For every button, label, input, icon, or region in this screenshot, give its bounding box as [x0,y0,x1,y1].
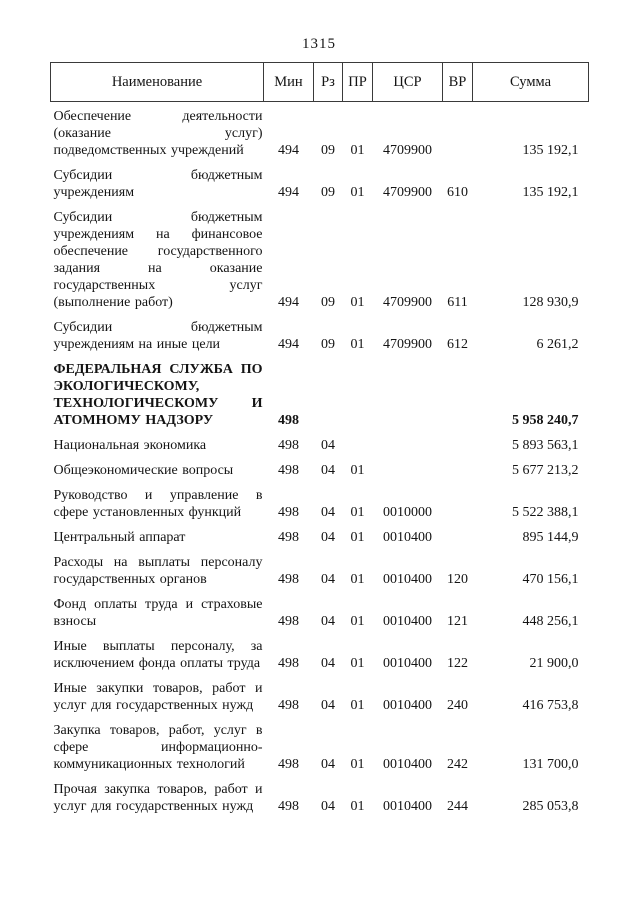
row-name-cell: Иные выплаты персоналу, за исключением фонда оплаты труда [53,639,263,671]
row-csr-cell: 0010400 [383,799,432,814]
row-rz-cell [314,355,343,431]
row-pr-cell: 01 [350,185,365,200]
row-csr-cell: 4709900 [383,295,432,310]
row-name-cell: Субсидии бюджетным учреждениям [53,168,263,200]
table-row [51,313,589,355]
row-rz-cell: 09 [321,337,335,352]
row-min-cell: 498 [278,413,299,428]
row-pr-cell: 01 [350,505,365,520]
row-csr-cell: 0010400 [383,698,432,713]
row-pr-cell: 01 [350,757,365,772]
row-csr-cell: 0010400 [383,656,432,671]
row-sum-cell: 448 256,1 [522,614,579,629]
row-min-cell: 494 [278,337,299,352]
row-name-cell: Прочая закупка товаров, работ и услуг для государственных нужд [53,782,263,814]
row-csr-cell: 4709900 [383,185,432,200]
row-rz-cell: 09 [321,185,335,200]
row-vr-cell: 612 [447,337,468,352]
row-vr-cell: 240 [447,698,468,713]
row-csr-cell [373,431,443,456]
row-name-cell: Обеспечение деятельности (оказание услуг) подведомственных учреждений [53,109,263,158]
row-csr-cell: 0010400 [383,572,432,587]
row-name-cell: Расходы на выплаты персоналу государственных органов [53,555,263,587]
column-header-name: Наименование [51,63,264,102]
table-row [51,161,589,203]
row-sum-cell: 6 261,2 [536,337,579,352]
row-pr-cell: 01 [350,337,365,352]
row-sum-cell: 135 192,1 [522,143,579,158]
row-sum-cell: 470 156,1 [522,572,579,587]
table-row [51,632,589,674]
row-sum-cell: 5 958 240,7 [512,413,579,428]
row-vr-cell [443,523,473,548]
row-rz-cell: 04 [321,698,335,713]
row-vr-cell [443,431,473,456]
row-vr-cell [443,102,473,162]
row-rz-cell: 04 [321,614,335,629]
row-name-cell: Центральный аппарат [53,530,186,545]
row-rz-cell: 04 [321,438,335,453]
table-row [51,203,589,313]
row-rz-cell: 04 [321,572,335,587]
row-rz-cell: 04 [321,799,335,814]
table-row [51,456,589,481]
row-vr-cell: 244 [447,799,468,814]
table-row [51,716,589,775]
row-rz-cell: 04 [321,656,335,671]
row-min-cell: 494 [278,143,299,158]
row-pr-cell [343,431,373,456]
row-rz-cell: 09 [321,295,335,310]
row-pr-cell: 01 [350,799,365,814]
row-pr-cell: 01 [350,656,365,671]
row-csr-cell: 0010400 [383,530,432,545]
row-name-cell: Субсидии бюджетным учреждениям на иные цели [53,320,263,352]
row-vr-cell [443,456,473,481]
page-number: 1315 [302,36,336,52]
table-row [51,102,589,162]
row-name-cell: Общеэкономические вопросы [53,463,234,478]
row-sum-cell: 131 700,0 [522,757,579,772]
row-vr-cell: 120 [447,572,468,587]
row-min-cell: 498 [278,799,299,814]
row-rz-cell: 09 [321,143,335,158]
table-row [51,590,589,632]
row-pr-cell [343,355,373,431]
row-pr-cell: 01 [350,698,365,713]
row-name-cell: Иные закупки товаров, работ и услуг для государственных нужд [53,681,263,713]
table-row [51,355,589,431]
table-row [51,523,589,548]
row-vr-cell: 610 [447,185,468,200]
row-rz-cell: 04 [321,757,335,772]
row-csr-cell: 4709900 [383,337,432,352]
row-vr-cell [443,481,473,523]
column-header-vr: ВР [443,63,473,102]
row-rz-cell: 04 [321,505,335,520]
row-vr-cell: 121 [447,614,468,629]
table-row [51,481,589,523]
row-pr-cell: 01 [350,572,365,587]
row-min-cell: 498 [278,530,299,545]
table-row [51,431,589,456]
row-name-cell: ФЕДЕРАЛЬНАЯ СЛУЖБА ПО ЭКОЛОГИЧЕСКОМУ, ТЕХНОЛОГИЧЕСКОМУ И АТОМНОМУ НАДЗОРУ [53,362,263,428]
row-min-cell: 498 [278,614,299,629]
row-sum-cell: 416 753,8 [522,698,579,713]
row-name-cell: Закупка товаров, работ, услуг в сфере информационно-коммуникационных технологий [53,723,263,772]
column-header-rz: Рз [314,63,343,102]
row-name-cell: Фонд оплаты труда и страховые взносы [53,597,263,629]
row-csr-cell: 0010000 [383,505,432,520]
row-min-cell: 494 [278,185,299,200]
row-vr-cell [443,355,473,431]
row-min-cell: 498 [278,698,299,713]
row-vr-cell: 122 [447,656,468,671]
row-min-cell: 498 [278,463,299,478]
row-sum-cell: 895 144,9 [522,530,579,545]
row-sum-cell: 5 893 563,1 [512,438,579,453]
column-header-min: Мин [264,63,314,102]
row-pr-cell: 01 [350,143,365,158]
row-min-cell: 498 [278,572,299,587]
row-min-cell: 498 [278,757,299,772]
column-header-sum: Сумма [473,63,589,102]
row-csr-cell [373,456,443,481]
row-vr-cell: 611 [447,295,468,310]
row-csr-cell: 0010400 [383,614,432,629]
row-csr-cell: 4709900 [383,143,432,158]
row-min-cell: 498 [278,656,299,671]
table-row [51,548,589,590]
row-name-cell: Руководство и управление в сфере установленных функций [53,488,263,520]
column-header-csr: ЦСР [373,63,443,102]
row-rz-cell: 04 [321,530,335,545]
row-sum-cell: 21 900,0 [529,656,579,671]
table-header-row [51,63,589,102]
row-csr-cell [373,355,443,431]
row-min-cell: 498 [278,505,299,520]
row-pr-cell: 01 [350,463,365,478]
row-sum-cell: 128 930,9 [522,295,579,310]
row-vr-cell: 242 [447,757,468,772]
row-sum-cell: 5 677 213,2 [512,463,579,478]
row-name-cell: Субсидии бюджетным учреждениям на финансовое обеспечение государственного задания на оказание государственных услуг (выполнение работ) [53,210,263,310]
row-sum-cell: 135 192,1 [522,185,579,200]
column-header-pr: ПР [343,63,373,102]
row-csr-cell: 0010400 [383,757,432,772]
table-row [51,674,589,716]
row-pr-cell: 01 [350,295,365,310]
row-sum-cell: 285 053,8 [522,799,579,814]
row-min-cell: 498 [278,438,299,453]
budget-table [50,62,589,817]
row-pr-cell: 01 [350,530,365,545]
table-row [51,775,589,817]
row-name-cell: Национальная экономика [53,438,207,453]
row-sum-cell: 5 522 388,1 [512,505,579,520]
row-pr-cell: 01 [350,614,365,629]
row-min-cell: 494 [278,295,299,310]
row-rz-cell: 04 [321,463,335,478]
